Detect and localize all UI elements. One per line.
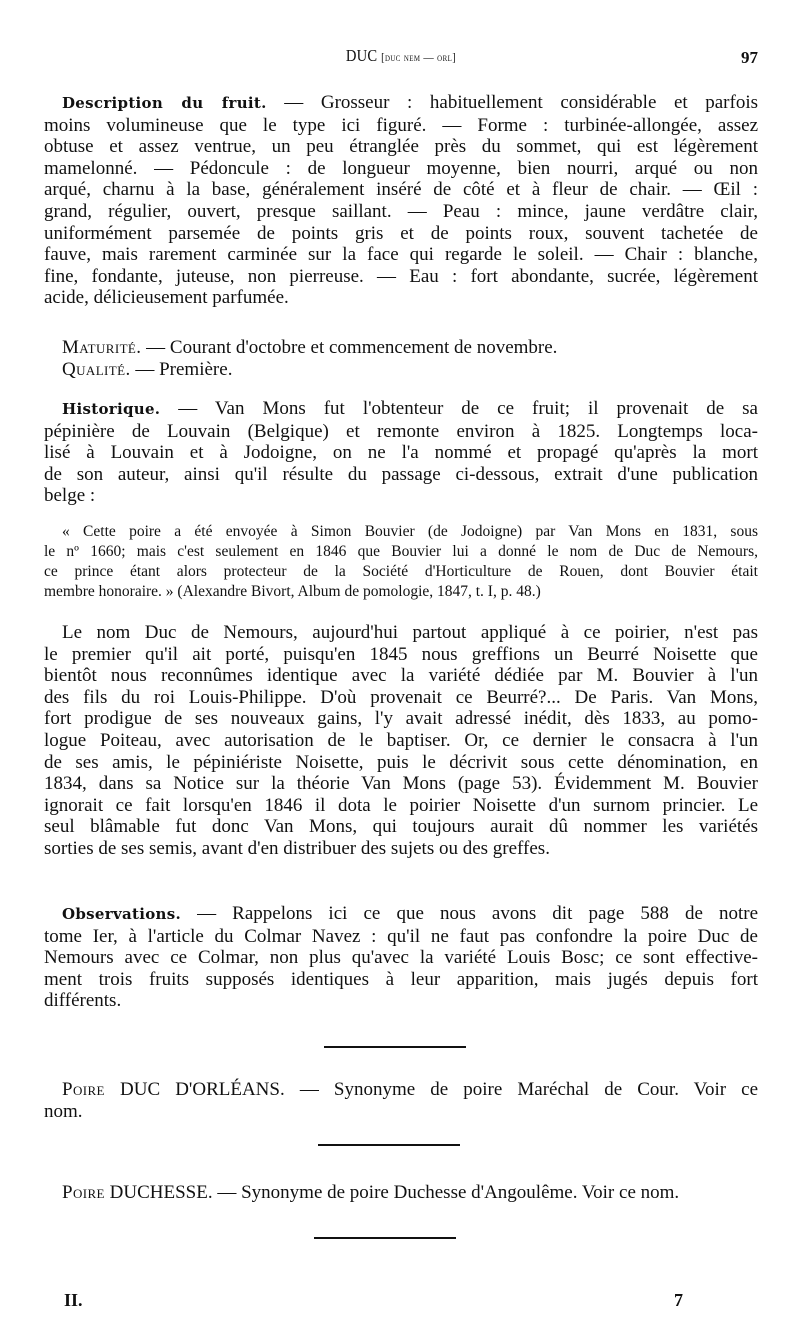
quote-line: ce prince étant alors protecteur de la Société d'Horticulture de Rouen, dont Bouvier était: [44, 563, 758, 580]
text-line: différents.: [44, 990, 122, 1012]
qualite-section: [44, 359, 758, 381]
block-quote: [44, 522, 758, 602]
text-line: tome Ier, à l'article du Colmar Navez : qu'il ne faut pas confondre la poire Duc de: [44, 925, 758, 947]
signature-mark-left: II.: [64, 1290, 83, 1310]
text-line: nom.: [44, 1100, 83, 1122]
text-line: bientôt nous reconnûmes identique avec la variété dédiée par M. Bouvier à l'un: [44, 665, 758, 687]
description-section: [44, 92, 758, 309]
entry-prefix: Poire: [62, 1182, 105, 1203]
text-line: fauve, mais rarement carminée sur la face qui regarde le soleil. — Chair : blanche,: [44, 244, 758, 266]
text-line: seul blâmable fut donc Van Mons, qui toujours aurait dû nommer les variétés: [44, 816, 758, 838]
quote-line: membre honoraire. » (Alexandre Bivort, Album de pomologie, 1847, t. I, p. 48.): [44, 583, 541, 600]
page-number: 97: [741, 48, 758, 67]
text-line: Poire DUCHESSE. — Synonyme de poire Duchesse d'Angoulême. Voir ce nom.: [62, 1182, 680, 1203]
text-line: 1834, dans sa Notice sur la théorie Van Mons (page 53). Évidemment M. Bouvier: [44, 773, 758, 795]
text-line: fort prodigue de ses nouveaux gains, l'y avait adressé inédit, dès 1833, au pomo-: [44, 708, 758, 730]
observations-section: [44, 903, 758, 1012]
text-line: Qualité. — Première.: [62, 359, 233, 380]
signature-mark-right: 7: [674, 1290, 683, 1310]
text-line: le premier qu'il ait porté, puisqu'en 1845 nous greffions un Beurré Noisette que: [44, 643, 758, 665]
text-line: Nemours avec ce Colmar, non plus qu'avec la variété Louis Bosc; ce sont effective-: [44, 947, 758, 969]
text-line: ignorait ce fait lorsqu'en 1846 il dota le poirier Noisette d'un surnom princier. Le: [44, 794, 758, 816]
text-line: Poire DUC D'ORLÉANS. — Synonyme de poire Maréchal de Cour. Voir ce: [62, 1079, 759, 1100]
section-lead: Observations.: [62, 905, 181, 923]
page-header: [44, 46, 758, 70]
entry-name: DUC D'ORLÉANS.: [120, 1079, 285, 1100]
text-line: logue Poiteau, avec autorisation de le baptiser. Or, ce dernier le consacra à l'un: [44, 729, 758, 751]
section-lead: Description du fruit.: [62, 94, 267, 112]
text-line: moins volumineuse que le type ici figuré. — Forme : turbinée-allongée, assez: [44, 114, 758, 136]
section-divider: [318, 1144, 460, 1146]
text-line: Observations. — Rappelons ici ce que nous avons dit page 588 de notre: [62, 903, 758, 924]
text-line: Maturité. — Courant d'octobre et commencement de novembre.: [62, 337, 558, 358]
quote-line: le nº 1660; mais c'est seulement en 1846 que Bouvier lui a donné le nom de Duc de Nemours,: [44, 543, 758, 560]
quote-line: « Cette poire a été envoyée à Simon Bouvier (de Jodoigne) par Van Mons en 1831, sous: [62, 523, 758, 540]
text-line: belge :: [44, 485, 96, 507]
text-line: pépinière de Louvain (Belgique) et remonte environ à 1825. Longtemps loca-: [44, 420, 758, 442]
section-divider: [324, 1046, 466, 1048]
text-line: mamelonné. — Pédoncule : de longueur moyenne, bien nourri, arqué ou non: [44, 157, 758, 179]
entry-prefix: Poire: [62, 1079, 105, 1100]
section-label: Qualité.: [62, 359, 131, 380]
text-line: des fils du roi Louis-Philippe. D'où provenait ce Beurré?... De Paris. Van Mons,: [44, 686, 758, 708]
entry-duchesse: [44, 1182, 758, 1204]
running-head: [94, 46, 708, 66]
nom-paragraph: [44, 622, 758, 860]
historique-section: [44, 398, 758, 507]
running-head-title: DUC: [345, 46, 378, 65]
text-line: uniformément parsemée de points gris et de points roux, souvent tachetée de: [44, 222, 758, 244]
text-line: de son auteur, ainsi qu'il résulte du passage ci-dessous, extrait d'une publication: [44, 463, 758, 485]
maturite-section: [44, 337, 758, 359]
text-line: ment trois fruits supposés identiques à leur apparition, mais jugés depuis fort: [44, 968, 758, 990]
entry-name: DUCHESSE.: [109, 1182, 213, 1203]
text-line: arqué, charnu à la base, généralement inséré de côté et à fleur de chair. — Œil :: [44, 179, 758, 201]
text-line: de ses amis, le pépiniériste Noisette, puis le décrivit sous cette dénomination, en: [44, 751, 758, 773]
text-line: Description du fruit. — Grosseur : habituellement considérable et parfois: [62, 92, 759, 113]
text-line: sorties de ses semis, avant d'en distribuer des sujets ou des greffes.: [44, 837, 550, 859]
running-head-range: [duc nem — orl]: [381, 50, 457, 64]
text-line: obtuse et assez ventrue, un peu étranglée près du sommet, qui est légèrement: [44, 136, 758, 158]
text-line: fine, fondante, juteuse, non pierreuse. — Eau : fort abondante, sucrée, légèrement: [44, 265, 758, 287]
section-lead: Historique.: [62, 400, 161, 418]
text-line: Le nom Duc de Nemours, aujourd'hui partout appliqué à ce poirier, n'est pas: [62, 622, 758, 643]
entry-duc-orleans: [44, 1079, 758, 1122]
section-label: Maturité.: [62, 337, 142, 358]
text-line: acide, délicieusement parfumée.: [44, 287, 289, 309]
text-line: lisé à Louvain et à Jodoigne, on ne l'a nommé et propagé qu'après la mort: [44, 442, 758, 464]
section-divider: [314, 1237, 456, 1239]
text-line: grand, régulier, ouvert, presque saillant. — Peau : mince, jaune verdâtre clair,: [44, 200, 758, 222]
text-line: Historique. — Van Mons fut l'obtenteur de ce fruit; il provenait de sa: [62, 398, 758, 419]
